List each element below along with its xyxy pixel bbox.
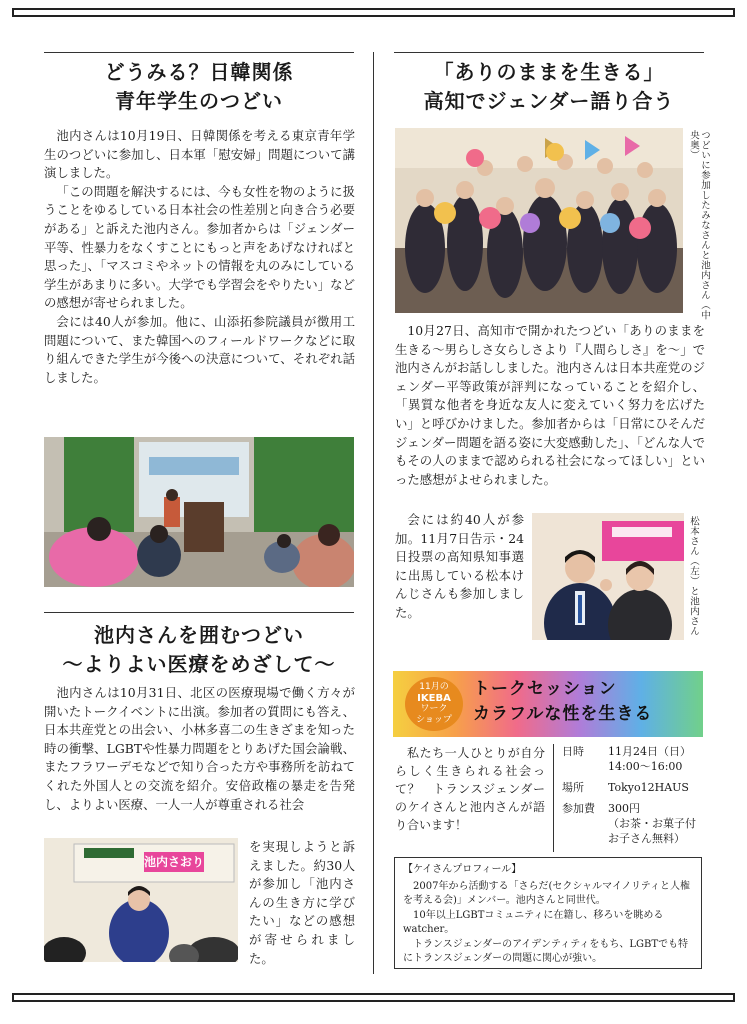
workshop-badge	[405, 677, 463, 731]
article1-top-rule	[44, 52, 354, 53]
event-place-label: 場所	[562, 781, 584, 794]
article3-photo-caption: つどいに参加したみなさんと池内さん（中央奥）	[688, 130, 710, 320]
article3-body2	[395, 511, 524, 623]
event-info-table	[553, 744, 712, 852]
event-fee-values	[608, 801, 712, 846]
article2-headline-line1: 池内さんを囲むつどい	[94, 623, 304, 647]
article3-headline-line2: 高知でジェンダー語り合う	[423, 89, 675, 113]
article2-body-bottom	[249, 838, 355, 968]
article3-photo2-caption: 松本さん（左）と池内さん	[688, 516, 699, 636]
event-date-value: 11月24日（日）14:00～16:00	[608, 745, 691, 773]
article1-body	[44, 127, 355, 387]
article3-group-photo	[395, 128, 683, 313]
profile-line: 2007年から活動する「さらだ(セクシャルマイノリティと人権を考える会)」メンバー。池内さんと同世代。	[403, 880, 690, 906]
article1-paragraph: 「この問題を解決するには、今も女性を物のように扱うことをゆるしている日本社会の性差別と向き合う必要がある」と訴えた池内さん。参加者からは「ジェンダー平等、性暴力をなくすことにもっと声をあげなければと思った」、「マスコミやネットの情報を丸のみにしている学生があまりに多い。大学でも学習会をやりたい」などの感想が寄せられました。	[44, 183, 355, 311]
badge-line2: IKEBA	[417, 693, 451, 704]
event-title-line2: カラフルな性を生きる	[473, 704, 653, 724]
badge-line4: ショップ	[416, 715, 452, 725]
lecture-room-image	[44, 437, 354, 587]
article2-paragraph: 池内さんは10月31日、北区の医療現場で働く方々が開いたトークイベントに出演。参加者の質問にも答え、日本共産党との出会い、小林多喜二の生きざまを知った時の衝撃、LGBTや性暴力問題をとりあげた国会論戦、またフラワーデモなどで知り合った方や事務所を訪ねてくれた外国人との交流を紹介。安倍政権の暴走を告発し、よりよい医療、一人一人が尊重される社会	[44, 685, 355, 812]
event-title	[473, 677, 652, 727]
profile-box	[394, 857, 702, 969]
column-divider	[373, 52, 374, 974]
article3-top-rule	[394, 52, 704, 53]
profile-line: トランスジェンダーのアイデンティティをもち、LGBTでも特にトランスジェンダーの問題に関心が強い。	[403, 938, 689, 964]
badge-line3: ワーク	[420, 704, 448, 714]
article2-headline	[44, 621, 354, 679]
article1-paragraph: 池内さんは10月19日、日韓関係を考える東京青年学生のつどいに参加し、日本軍「慰安婦」問題について講演しました。	[44, 128, 355, 181]
article2-headline-line2: ～よりよい医療をめざして～	[62, 652, 336, 676]
article2-top-rule	[44, 612, 354, 613]
profile-heading: 【ケイさんプロフィール】	[403, 864, 522, 875]
event-place-value: Tokyo12HAUS	[608, 781, 689, 794]
bottom-border-bar	[12, 993, 735, 1002]
talk-event-image	[44, 838, 238, 962]
article3-headline-line1: 「ありのままを生きる」	[433, 60, 665, 84]
article3-headline	[394, 58, 704, 116]
event-date-row	[562, 744, 712, 774]
top-border-bar	[12, 8, 735, 17]
event-fee-value: 300円	[608, 802, 640, 815]
article1-headline-line2: 青年学生のつどい	[115, 89, 283, 113]
article2-paragraph-continued: を実現しようと訴えました。約30人が参加し「池内さんの生き方に学びたい」などの感想が寄せられました。	[249, 839, 355, 966]
event-date-label: 日時	[562, 745, 584, 758]
article2-photo	[44, 838, 238, 962]
event-intro-text: 私たち一人ひとりが自分らしく生きられる社会って？ トランスジェンダーのケイさんと池内さんが語り合います！	[395, 746, 545, 832]
profile-line: 10年以上LGBTコミュニティに在籍し、移ろいを眺めるwatcher。	[403, 909, 664, 935]
event-intro	[395, 744, 545, 834]
group-photo-image	[395, 128, 683, 313]
event-banner	[393, 671, 703, 737]
two-person-photo-image	[532, 513, 684, 640]
article2-photo-banner: 池内さおり	[144, 855, 205, 869]
article3-paragraph: 10月27日、高知市で開かれたつどい「ありのままを生きる～男らしさ女らしさより『人間らしさ』を～」で池内さんがお話ししました。池内さんは日本共産党のジェンダー平等政策が評判になっていることを紹介し、「異質な他者を身近な友人に変えていく努力を広げたい」と呼びかけました。参加者からは「日常にひそんだジェンダー問題を語る姿に大変感動した」、「どんな人でもその人のままで認められる社会になってほしい」といった感想がよせられました。	[395, 323, 705, 487]
article1-headline-line1: どうみる？日韓関係	[104, 60, 294, 84]
article1-headline	[44, 58, 354, 116]
article2-body-top	[44, 684, 355, 814]
event-fee-label: 参加費	[562, 802, 595, 815]
event-fee-note: （お茶・お菓子付 お子さん無料）	[608, 817, 707, 845]
event-fee-row	[562, 801, 712, 846]
event-place-row	[562, 780, 712, 795]
article3-body	[395, 322, 705, 489]
article3-paragraph2: 会には約40人が参加。11月7日告示・24日投票の高知県知事選に出馬している松本けんじさんも参加しました。	[395, 512, 524, 620]
badge-line1: 11月の	[419, 682, 449, 692]
article1-photo	[44, 437, 354, 587]
article1-paragraph: 会には40人が参加。他に、山添拓参院議員が徴用工問題について、また韓国へのフィールドワークなどに取り組んできた学生が今後への決意について、それぞれ話しました。	[44, 313, 355, 385]
event-title-line1: トークセッション	[473, 679, 617, 699]
article3-photo2	[532, 513, 684, 640]
